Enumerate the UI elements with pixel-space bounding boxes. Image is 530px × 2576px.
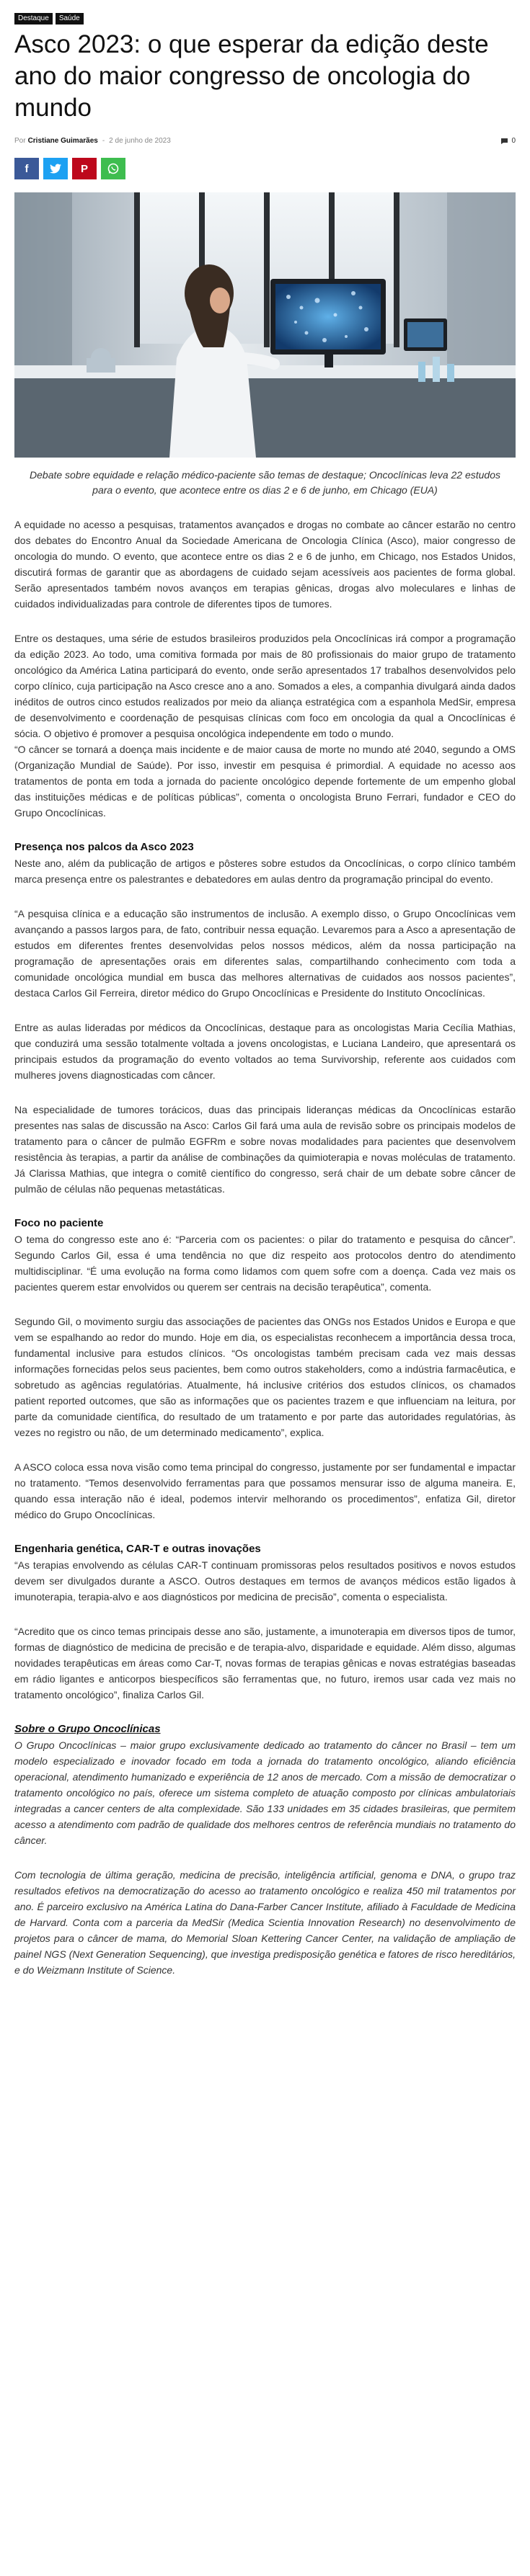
- paragraph-1: A equidade no acesso a pesquisas, tratamentos avançados e drogas no combate ao câncer estarão no centro dos debates do Encontro Anual da Sociedade Americana de Oncologia Clínica (Asco), maior congresso de oncologia do mundo. O evento, que acontece entre os dias 2 e 6 de junho, em Chicago, nos Estados Unidos, discutirá formas de garantir que as abordagens de cuidado sejam acessíveis aos pacientes de forma global. Serão apresentados também novos avanços em terapias gênicas, drogas alvo moleculares e linhas de cuidados individualizadas para controle de diferentes tipos de tumores.: [14, 519, 516, 610]
- paragraph-4: Neste ano, além da publicação de artigos e pôsteres sobre estudos da Oncoclínicas, o corpo clínico também marca presença entre os palestrantes e debatedores em aulas dentro da programação principal do evento.: [14, 857, 516, 885]
- paragraph-2: Entre os destaques, uma série de estudos brasileiros produzidos pela Oncoclínicas irá compor a programação da edição 2023. Ao todo, uma comitiva formada por mais de 80 profissionais do maior grupo de tratamento oncológico da América Latina participará do evento, onde serão apresentados 17 trabalhos desenvolvidos pelo corpo clínico, cuja participação na Asco cresce ano a ano. Somados a eles, a companhia divulgará ainda dados inéditos de outros cinco estudos realizados por meio da aliança estratégica com a espanhola MedSir, empresa de desenvolvimento e coordenação de pesquisas clínicas com foco em oncologia da qual a Oncoclínicas é sócia. O objetivo é promover a pesquisa oncológica independente em todo o mundo.: [14, 633, 516, 739]
- hero-image: [14, 192, 516, 458]
- publish-date: 2 de junho de 2023: [109, 137, 171, 145]
- article-title: Asco 2023: o que esperar da edição deste ano do maior congresso de oncologia do mundo: [14, 30, 489, 122]
- paragraph-13: O Grupo Oncoclínicas – maior grupo exclusivamente dedicado ao tratamento do câncer no Brasil – tem um modelo especializado e inovador focado em toda a jornada do tratamento oncológico, aliando eficiência operacional, atendimento humanizado e experiência de 12 anos de mercado. Com a missão de democratizar o tratamento oncológico no país, oferece um sistema completo de atuação composto por clínicas ambulatoriais integradas a cancer centers de alta complexidade. São 133 unidades em 35 cidades brasileiras, que permitem acesso a atendimento com padrão de qualidade dos melhores centros de referência mundiais no tratamento do câncer.: [14, 1739, 516, 1846]
- by-label: Por: [14, 137, 26, 145]
- pinterest-icon: P: [80, 162, 88, 175]
- tag-saude[interactable]: Saúde: [56, 13, 84, 24]
- article-meta: [14, 137, 516, 145]
- paragraph-10: A ASCO coloca essa nova visão como tema principal do congresso, justamente por ser fundamental e impactar no tratamento. “Temos desenvolvido ferramentas para que possamos mensurar isso de alguma maneira. E, quando essa interação não é ideal, podemos intervir melhorando os procedimentos”, enfatiza Gil, diretor médico do Grupo Oncoclínicas.: [14, 1461, 516, 1520]
- paragraph-8: O tema do congresso este ano é: “Parceria com os pacientes: o pilar do tratamento e pesquisa do câncer”. Segundo Carlos Gil, essa é uma tendência no que diz respeito aos protocolos dentro do atendimento multidisciplinar. “É uma evolução na forma como lidamos com quem sofre com a doença. Cada vez mais os pacientes querem estar envolvidos ou querem ser centrais na decisão terapêutica”, comenta.: [14, 1234, 516, 1293]
- twitter-share-button[interactable]: [43, 158, 68, 179]
- meta-separator: -: [102, 137, 105, 145]
- facebook-icon: f: [25, 162, 29, 175]
- whatsapp-share-button[interactable]: [101, 158, 125, 179]
- twitter-icon: [50, 164, 61, 174]
- comments-count: 0: [511, 137, 516, 145]
- heading-engenharia: Engenharia genética, CAR-T e outras inovações: [14, 1543, 261, 1555]
- author-link[interactable]: Cristiane Guimarães: [27, 137, 98, 145]
- pinterest-share-button[interactable]: [72, 158, 97, 179]
- paragraph-6: Entre as aulas lideradas por médicos da Oncoclínicas, destaque para as oncologistas Maria Cecília Mathias, que conduzirá uma sessão totalmente voltada a jovens oncologistas, e Luciana Landeiro, que apresentará os principais estudos da programação do evento voltados ao tema Survivorship, referente aos cuidados com mulheres jovens diagnosticadas com câncer.: [14, 1022, 516, 1081]
- paragraph-5: “A pesquisa clínica e a educação são instrumentos de inclusão. A exemplo disso, o Grupo Oncoclínicas vem avançando a passos largos para, de fato, contribuir nessa equação. Levaremos para a Asco a apresentação de estudos em diferentes frentes desenvolvidas pelos nossos médicos, além da nossa participação na programação de apresentações orais em diferentes salas, compartilhando conhecimento com toda a comunidade oncológica mundial em busca das melhores alternativas de cuidados aos nossos pacientes”, destaca Carlos Gil Ferreira, diretor médico do Grupo Oncoclínicas e Presidente do Instituto Oncoclínicas.: [14, 908, 516, 999]
- paragraph-11: “As terapias envolvendo as células CAR-T continuam promissoras pelos resultados positivos e novos estudos devem ser divulgados durante a ASCO. Outros destaques em termos de avanços médicos estão ligados à imunoterapia, terapia-alvo e aos diagnósticos por medicina de precisão”, comenta o especialista.: [14, 1559, 516, 1603]
- share-buttons: [14, 158, 516, 179]
- heading-presenca: Presença nos palcos da Asco 2023: [14, 841, 194, 853]
- heading-foco: Foco no paciente: [14, 1217, 104, 1229]
- comments-link[interactable]: [500, 137, 516, 145]
- tag-destaque[interactable]: Destaque: [14, 13, 53, 24]
- paragraph-7: Na especialidade de tumores torácicos, duas das principais lideranças médicas da Oncoclínicas estarão presentes nas salas de discussão na Asco: Carlos Gil fará uma aula de revisão sobre os principais modelos de tratamento para o câncer de pulmão EGFRm e sobre novas modalidades para pacientes que desenvolvem resistência às terapias, a partir da análise de combinações da quimioterapia e novas moléculas de tratamento. Já Clarissa Mathias, que integra o comitê científico do congresso, será chair de um debate sobre câncer de pulmão de células não pequenas metastáticas.: [14, 1104, 516, 1195]
- paragraph-12: “Acredito que os cinco temas principais desse ano são, justamente, a imunoterapia em diversos tipos de tumor, formas de diagnóstico de medicina de precisão e de terapia-alvo, disparidade e equidade. Além disso, algumas novidades terapêuticas em áreas como Car-T, novas formas de terapias gênicas e novas estratégias baseadas em rádio ligantes e anticorpos biespecíficos são ferramentas que, no futuro, iremos usar cada vez mais no tratamento oncológico”, finaliza Carlos Gil.: [14, 1626, 516, 1701]
- comment-icon: [500, 138, 508, 145]
- category-tags: [14, 13, 516, 24]
- lab-scientist-illustration: [14, 192, 516, 458]
- paragraph-14: Com tecnologia de última geração, medicina de precisão, inteligência artificial, genoma e DNA, o grupo traz resultados efetivos na democratização do acesso ao tratamento oncológico e realiza 450 mil tratamentos por ano. É parceiro exclusivo na América Latina do Dana-Farber Cancer Institute, afiliado à Faculdade de Medicina de Harvard. Conta com a parceria da MedSir (Medica Scientia Innovation Research) no desenvolvimento de projetos para o câncer de mama, do Memorial Sloan Kettering Cancer Center, na validação de ampliação de painel NGS (Next Generation Sequencing), que investiga predisposição genética e fatores de risco hereditários, e do Weizmann Institute of Science.: [14, 1869, 516, 1976]
- heading-about: Sobre o Grupo Oncoclínicas: [14, 1723, 161, 1735]
- image-caption: Debate sobre equidade e relação médico-paciente são temas de destaque; Oncoclínicas leva 22 estudos para o evento, que acontece entre os dias 2 e 6 de junho, em Chicago (EUA): [30, 469, 500, 496]
- paragraph-9: Segundo Gil, o movimento surgiu das associações de pacientes das ONGs nos Estados Unidos e Europa e que vem se espalhando ao redor do mundo. Hoje em dia, os especialistas reconhecem a importância dessa troca, fundamental inclusive para estudos clínicos. “Os oncologistas também precisam cada vez mais dessas informações fornecidas pelos seus pacientes, bem como outros stakeholders, como a indústria farmacêutica, e sobretudo as agências regulatórias. Atualmente, há inclusive critérios dos estudos clínicos, os chamados patient reported outcomes, que são as informações que os pacientes trazem e que influenciam na leitura, por parte da comunidade científica, do resultado de um tratamento e por parte das autoridades regulatórias, às vezes no registro ou não, de um determinado medicamento”, explica.: [14, 1316, 516, 1438]
- whatsapp-icon: [107, 163, 119, 174]
- paragraph-3: “O câncer se tornará a doença mais incidente e de maior causa de morte no mundo até 2040, segundo a OMS (Organização Mundial de Saúde). Por isso, investir em pesquisa é primordial. A equidade no acesso aos tratamentos de ponta em toda a jornada do paciente oncológico depende fortemente de um empenho global das instituições médicas e de políticas públicas”, comenta o oncologista Bruno Ferrari, fundador e CEO do Grupo Oncoclínicas.: [14, 744, 516, 819]
- facebook-share-button[interactable]: [14, 158, 39, 179]
